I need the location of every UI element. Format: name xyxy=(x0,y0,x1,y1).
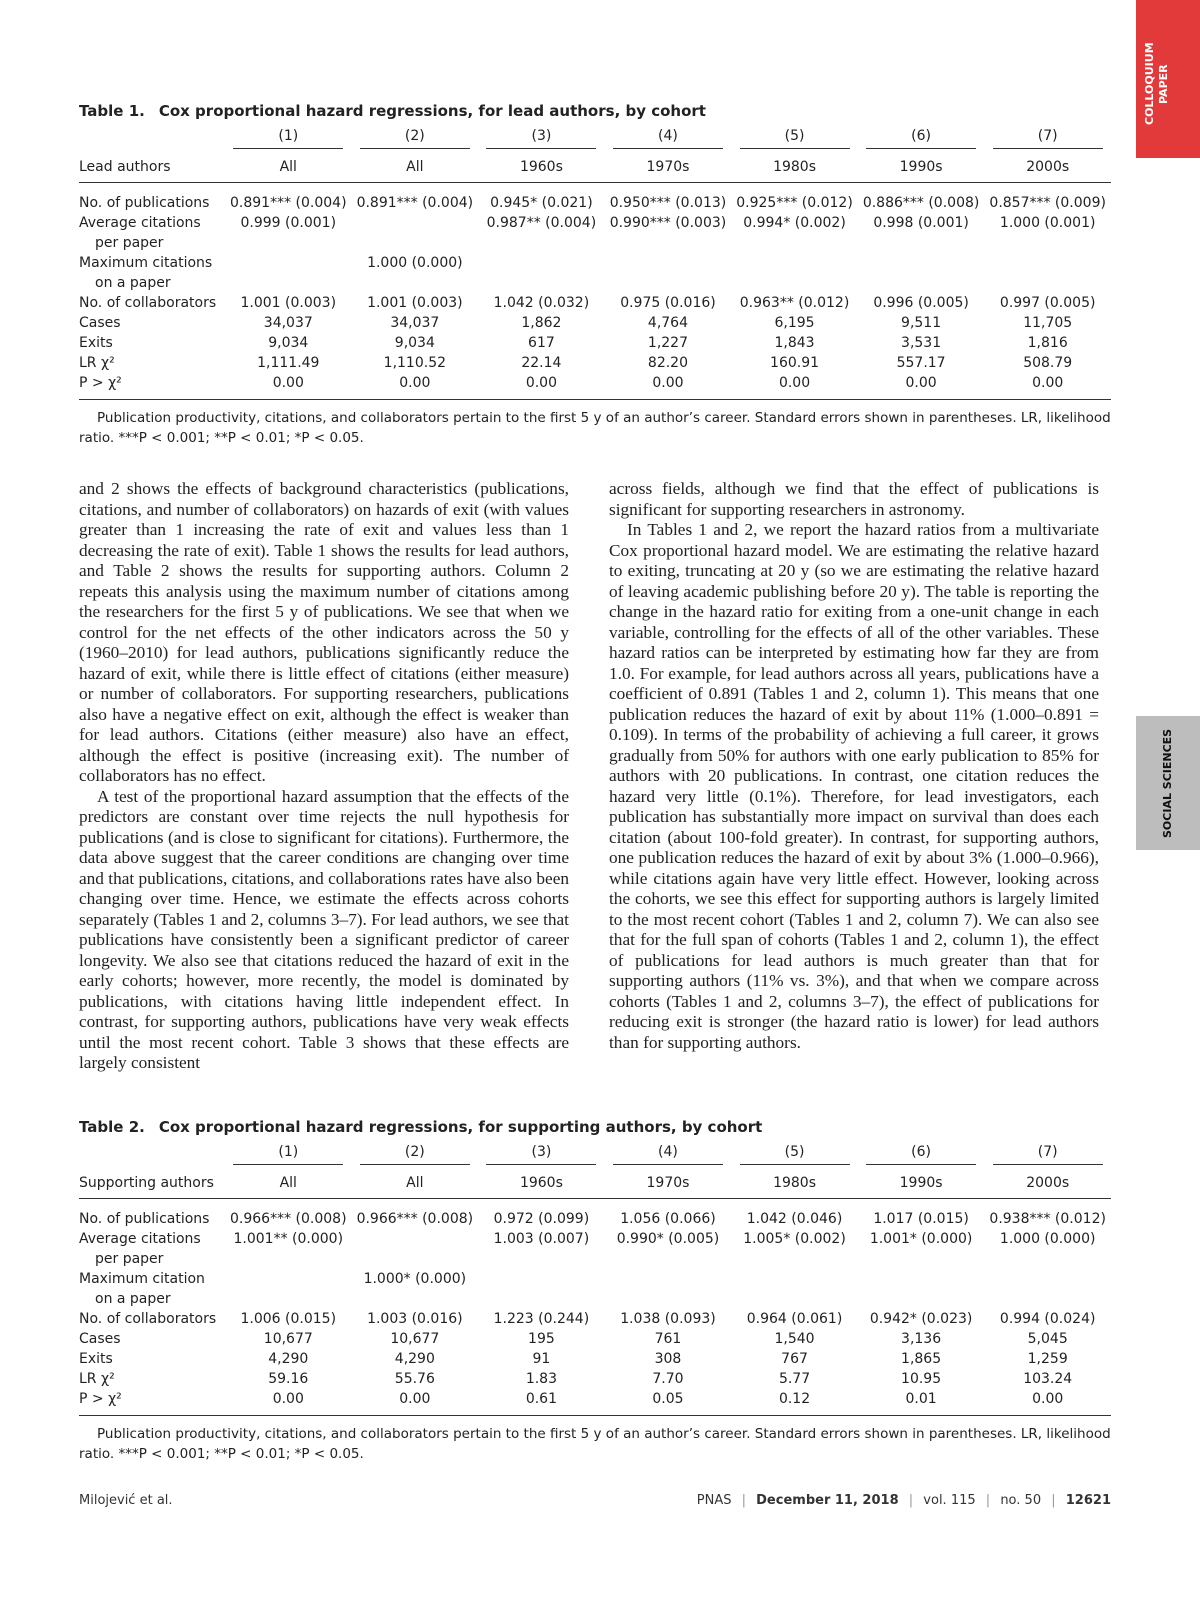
row-label: Exits xyxy=(79,1351,113,1367)
table-cell: 5.77 xyxy=(778,1371,811,1387)
row-label: Average citations xyxy=(79,215,201,231)
column-number xyxy=(605,128,732,152)
table-cell: 0.61 xyxy=(525,1391,557,1407)
table-cell: 9,034 xyxy=(394,335,435,351)
table-cell: 0.938*** (0.012) xyxy=(989,1211,1106,1227)
table-cell: 0.998 (0.001) xyxy=(873,215,969,231)
table-2-number: Table 2. xyxy=(79,1118,145,1136)
table-cell: 1.042 (0.046) xyxy=(746,1211,843,1227)
table-cell: 0.942* (0.023) xyxy=(869,1311,973,1327)
table-cell: 7.70 xyxy=(652,1371,684,1387)
table-cell: 0.12 xyxy=(778,1391,811,1407)
table-cell: 55.76 xyxy=(394,1371,435,1387)
column-number-text: (5) xyxy=(740,128,850,149)
table-cell xyxy=(225,233,352,253)
table-cell: 4,290 xyxy=(394,1351,435,1367)
table-cell: 1.83 xyxy=(525,1371,557,1387)
column-number xyxy=(352,128,479,152)
table-cell: 0.00 xyxy=(525,375,557,391)
table-cell xyxy=(605,1289,732,1309)
table-cell xyxy=(225,1289,352,1309)
colloquium-paper-tab xyxy=(1136,0,1200,158)
column-number xyxy=(478,1144,605,1168)
table-row xyxy=(79,1329,1111,1349)
row-label: Maximum citations xyxy=(79,255,213,271)
table-row xyxy=(79,333,1111,353)
table-cell: 10.95 xyxy=(901,1371,942,1387)
column-header: 1990s xyxy=(858,152,985,183)
table-cell xyxy=(478,1249,605,1269)
table-cell: 0.994* (0.002) xyxy=(743,215,846,231)
table-cell: 1.000* (0.000) xyxy=(363,1271,467,1287)
table-cell: 0.891*** (0.004) xyxy=(230,195,347,211)
table-cell: 1.000 (0.000) xyxy=(367,255,463,271)
table-cell xyxy=(858,273,985,293)
table-cell: 34,037 xyxy=(263,315,313,331)
column-number-text: (1) xyxy=(233,1144,343,1165)
corner-cell xyxy=(79,1144,225,1168)
table-cell: 0.964 (0.061) xyxy=(746,1311,843,1327)
table-row xyxy=(79,1389,1111,1409)
table-cell: 0.00 xyxy=(1032,1391,1064,1407)
column-number xyxy=(858,1144,985,1168)
column-header: 2000s xyxy=(984,1168,1111,1199)
column-number xyxy=(225,1144,352,1168)
row-label: Cases xyxy=(79,315,121,331)
table-cell: 0.857*** (0.009) xyxy=(989,195,1106,211)
table-cell: 103.24 xyxy=(1023,1371,1073,1387)
column-number-text: (5) xyxy=(740,1144,850,1165)
corner-cell xyxy=(79,128,225,152)
body-left-column xyxy=(79,479,569,1074)
table-2-footnote: Publication productivity, citations, and collaborators pertain to the first 5 y of an author’s career. Standard errors shown in parentheses. LR, likelihood ratio. ***P < 0.001; **P < 0.01; *P < 0.05. xyxy=(79,1426,1111,1462)
table-row xyxy=(79,313,1111,333)
table-cell: 0.966*** (0.008) xyxy=(356,1211,474,1227)
column-header: All xyxy=(352,1168,479,1199)
row-label: LR χ² xyxy=(79,355,115,371)
body-right-column xyxy=(609,479,1099,1053)
table-cell: 1,111.49 xyxy=(257,355,320,371)
table-cell: 1,843 xyxy=(774,335,815,351)
table-cell: 0.05 xyxy=(652,1391,684,1407)
column-number xyxy=(731,1144,858,1168)
table-cell: 10,677 xyxy=(263,1331,313,1347)
column-number xyxy=(225,128,352,152)
table-cell: 0.972 (0.099) xyxy=(493,1211,590,1227)
row-label: Maximum citation xyxy=(79,1271,205,1287)
table-cell: 1.042 (0.032) xyxy=(493,295,590,311)
table-cell: 0.963** (0.012) xyxy=(739,295,850,311)
table-row xyxy=(79,253,1111,273)
table-cell: 4,764 xyxy=(647,315,689,331)
group-label: Supporting authors xyxy=(79,1168,225,1199)
table-cell xyxy=(225,1249,352,1269)
table-cell xyxy=(984,253,1111,273)
table-cell: 557.17 xyxy=(896,355,946,371)
table-cell xyxy=(478,273,605,293)
table-cell: 6,195 xyxy=(774,315,815,331)
table-cell xyxy=(478,1269,605,1289)
table-2-caption xyxy=(79,1118,1111,1136)
table-cell: 0.966*** (0.008) xyxy=(230,1211,347,1227)
table-cell xyxy=(858,253,985,273)
table-cell: 160.91 xyxy=(770,355,820,371)
column-header: 1980s xyxy=(731,1168,858,1199)
table-cell xyxy=(858,1269,985,1289)
table-cell: 1.003 (0.016) xyxy=(367,1311,463,1327)
table-cell: 1.000 (0.001) xyxy=(999,215,1096,231)
row-label: P > χ² xyxy=(79,1391,122,1407)
table-row xyxy=(79,273,1111,293)
row-label: No. of collaborators xyxy=(79,295,217,311)
table-cell xyxy=(478,233,605,253)
table-1-title: Cox proportional hazard regressions, for lead authors, by cohort xyxy=(158,102,706,120)
table-1-number: Table 1. xyxy=(79,102,145,120)
table-cell: 10,677 xyxy=(390,1331,440,1347)
table-row xyxy=(79,1209,1111,1229)
column-number xyxy=(352,1144,479,1168)
row-label: per paper xyxy=(95,235,164,251)
footer-date: December 11, 2018 xyxy=(756,1493,899,1508)
table-1 xyxy=(79,102,1111,448)
table-cell xyxy=(731,1249,858,1269)
row-label: Exits xyxy=(79,335,113,351)
table-cell xyxy=(858,1289,985,1309)
table-cell: 0.01 xyxy=(905,1391,937,1407)
table-cell: 1.001* (0.000) xyxy=(869,1231,973,1247)
table-cell: 1.001 (0.003) xyxy=(367,295,463,311)
table-cell: 308 xyxy=(654,1351,682,1367)
column-header: 1970s xyxy=(605,152,732,183)
table-cell: 34,037 xyxy=(390,315,440,331)
table-cell xyxy=(858,233,985,253)
row-label: per paper xyxy=(95,1251,164,1267)
column-number-text: (6) xyxy=(866,1144,976,1165)
table-2-title: Cox proportional hazard regressions, for supporting authors, by cohort xyxy=(158,1118,763,1136)
table-cell: 1.000 (0.000) xyxy=(999,1231,1096,1247)
table-cell: 0.990*** (0.003) xyxy=(609,215,727,231)
table-cell xyxy=(984,233,1111,253)
table-row xyxy=(79,373,1111,393)
table-cell: 1.017 (0.015) xyxy=(873,1211,969,1227)
footer-volume: vol. 115 xyxy=(923,1493,976,1508)
table-cell xyxy=(605,253,732,273)
footer-page: 12621 xyxy=(1065,1493,1111,1508)
table-cell xyxy=(352,213,479,233)
table-row xyxy=(79,1289,1111,1309)
table-cell xyxy=(731,1269,858,1289)
column-number-row xyxy=(79,1144,1111,1168)
table-cell: 59.16 xyxy=(268,1371,309,1387)
column-number-text: (6) xyxy=(866,128,976,149)
column-number xyxy=(984,1144,1111,1168)
table-cell xyxy=(352,273,479,293)
table-cell xyxy=(352,1289,479,1309)
table-row xyxy=(79,1309,1111,1329)
table-cell: 11,705 xyxy=(1023,315,1073,331)
table-row xyxy=(79,1229,1111,1249)
column-header: All xyxy=(352,152,479,183)
table-cell: 22.14 xyxy=(521,355,562,371)
table-cell xyxy=(478,1289,605,1309)
table-cell xyxy=(605,1269,732,1289)
table-row xyxy=(79,193,1111,213)
table-cell: 1,259 xyxy=(1027,1351,1068,1367)
table-cell xyxy=(984,1289,1111,1309)
table-cell: 0.990* (0.005) xyxy=(616,1231,720,1247)
column-number-text: (7) xyxy=(993,128,1103,149)
table-cell: 0.00 xyxy=(272,1391,304,1407)
table-cell xyxy=(225,253,352,273)
table-cell xyxy=(731,253,858,273)
group-label: Lead authors xyxy=(79,152,225,183)
table-cell xyxy=(478,253,605,273)
table-cell: 0.00 xyxy=(778,375,811,391)
table-2-grid xyxy=(79,1144,1111,1416)
table-cell: 0.00 xyxy=(905,375,937,391)
table-cell: 0.975 (0.016) xyxy=(620,295,716,311)
column-number-text: (1) xyxy=(233,128,343,149)
table-cell: 1.005* (0.002) xyxy=(743,1231,846,1247)
column-number-text: (2) xyxy=(360,128,470,149)
footer-citation: PNAS | December 11, 2018 | vol. 115 | no. 50 | 12621 xyxy=(696,1493,1111,1508)
column-number-text: (7) xyxy=(993,1144,1103,1165)
row-label: on a paper xyxy=(95,1291,171,1307)
table-cell: 0.999 (0.001) xyxy=(240,215,337,231)
table-cell: 0.987** (0.004) xyxy=(486,215,597,231)
body-paragraph: and 2 shows the effects of background characteristics (publications, citations, and number of collaborators) on hazards of exit (with values greater than 1 increasing the rate of exit and values less than 1 decreasing the rate of exit). Table 1 shows the results for lead authors, and Table 2 shows the results for supporting authors. Column 2 repeats this analysis using the maximum number of citations among the researchers for the first 5 y of publications. We see that when we control for the net effects of the other indicators across the 50 y (1960–2010) for lead authors, publications significantly reduce the hazard of exit, while there is little effect of citations (either measure) or number of collaborators. For supporting researchers, publications also have a negative effect on exit, although the effect is weaker than for lead authors. Citations (either measure) also have an effect, although the effect is positive (increasing exit). The number of collaborators has no effect. xyxy=(79,479,569,785)
body-paragraph: A test of the proportional hazard assumption that the effects of the predictors are constant over time rejects the null hypothesis for publications (and is close to significant for citations). Furthermore, the data above suggest that the career conditions are changing over time and that publications, citations, and collaborations rates have also been changing over time. Hence, we estimate the effects across cohorts separately (Tables 1 and 2, columns 3–7). For lead authors, we see that publications have consistently been a significant predictor of career longevity. We also see that citations reduced the hazard of exit in the early cohorts; however, more recently, the model is dominated by publications, with citations having little independent effect. In contrast, for supporting authors, publications have very weak effects until the most recent cohort. Table 3 shows that these effects are largely consistent xyxy=(79,786,569,1072)
column-header: 1980s xyxy=(731,152,858,183)
table-cell xyxy=(352,1229,479,1249)
table-cell: 91 xyxy=(532,1351,551,1367)
body-paragraph: across fields, although we find that the effect of publications is significant for supporting researchers in astronomy. xyxy=(609,479,1099,519)
table-cell: 0.997 (0.005) xyxy=(999,295,1096,311)
table-cell: 0.00 xyxy=(652,375,684,391)
column-header-row xyxy=(79,1168,1111,1199)
table-cell: 767 xyxy=(781,1351,808,1367)
footer-authors: Milojević et al. xyxy=(79,1493,173,1508)
row-label: Cases xyxy=(79,1331,121,1347)
table-cell: 0.994 (0.024) xyxy=(999,1311,1096,1327)
table-cell: 3,531 xyxy=(901,335,942,351)
table-row xyxy=(79,353,1111,373)
column-number xyxy=(984,128,1111,152)
table-cell: 0.00 xyxy=(399,375,431,391)
table-cell: 0.891*** (0.004) xyxy=(356,195,474,211)
table-cell: 9,511 xyxy=(901,315,942,331)
table-cell: 1,110.52 xyxy=(383,355,447,371)
table-cell: 195 xyxy=(528,1331,555,1347)
table-cell: 1,540 xyxy=(774,1331,815,1347)
table-cell: 4,290 xyxy=(268,1351,309,1367)
row-label: No. of publications xyxy=(79,195,210,211)
social-sciences-tab xyxy=(1136,716,1200,850)
table-cell xyxy=(225,273,352,293)
table-row xyxy=(79,233,1111,253)
table-row xyxy=(79,1269,1111,1289)
table-cell: 5,045 xyxy=(1027,1331,1068,1347)
table-cell: 1.006 (0.015) xyxy=(240,1311,337,1327)
table-cell: 1.003 (0.007) xyxy=(493,1231,590,1247)
column-header: All xyxy=(225,152,352,183)
table-cell: 1.223 (0.244) xyxy=(493,1311,590,1327)
table-cell: 1,227 xyxy=(647,335,689,351)
column-header-row xyxy=(79,152,1111,183)
table-cell: 761 xyxy=(654,1331,682,1347)
table-1-footnote: Publication productivity, citations, and collaborators pertain to the first 5 y of an author’s career. Standard errors shown in parentheses. LR, likelihood ratio. ***P < 0.001; **P < 0.01; *P < 0.05. xyxy=(79,410,1111,446)
table-cell xyxy=(984,1269,1111,1289)
table-cell: 9,034 xyxy=(268,335,309,351)
table-row xyxy=(79,1349,1111,1369)
table-cell xyxy=(225,1269,352,1289)
table-cell xyxy=(352,1249,479,1269)
table-cell xyxy=(984,1249,1111,1269)
column-number xyxy=(605,1144,732,1168)
column-header: 1960s xyxy=(478,1168,605,1199)
row-label: LR χ² xyxy=(79,1371,115,1387)
table-2 xyxy=(79,1118,1111,1464)
column-number-text: (3) xyxy=(486,128,596,149)
table-cell: 0.00 xyxy=(399,1391,431,1407)
table-cell: 0.00 xyxy=(272,375,304,391)
table-cell: 82.20 xyxy=(647,355,689,371)
footer-issue: no. 50 xyxy=(1000,1493,1042,1508)
table-cell: 1.056 (0.066) xyxy=(620,1211,716,1227)
table-cell: 0.886*** (0.008) xyxy=(862,195,980,211)
table-cell: 1,865 xyxy=(901,1351,942,1367)
colloquium-paper-label: COLLOQUIUM PAPER xyxy=(1143,42,1170,126)
table-row xyxy=(79,293,1111,313)
table-cell xyxy=(605,233,732,253)
body-paragraph: In Tables 1 and 2, we report the hazard ratios from a multivariate Cox proportional hazard model. We are estimating the relative hazard to exiting, truncating at 20 y (so we are estimating the relative hazard of leaving academic publishing before 20 y). The table is reporting the change in the hazard ratio for exiting from a one-unit change in each variable, controlling for the effects of all of the other variables. These hazard ratios can be interpreted by estimating how far they are from 1.0. For example, for lead authors across all years, publications have a coefficient of 0.891 (Tables 1 and 2, column 1). This means that one publication reduces the hazard of exit by about 11% (1.000–0.891 = 0.109). In terms of the probability of achieving a full career, it grows gradually from 50% for authors with one early publication to 85% for authors with 20 publications. In contrast, one citation reduces the hazard very little (0.1%). Therefore, for lead investigators, each publication has substantially more impact on survival than does each citation (about 100-fold greater). In contrast, for supporting authors, one publication reduces the hazard of exit by about 3% (1.000–0.966), while citations again have very little effect. However, looking across the cohorts, we see this effect for supporting authors is largely limited to the most recent cohort (Tables 1 and 2, column 7). We can also see that for the full span of cohorts (Tables 1 and 2, column 1), the effect of publications for lead authors is much greater than that for supporting authors (11% vs. 3%), and that when we compare across cohorts (Tables 1 and 2, columns 3–7), the effect of publications for reducing exit is stronger (the hazard ratio is lower) for lead authors than for supporting authors. xyxy=(609,520,1099,1052)
column-number xyxy=(858,128,985,152)
column-header: 2000s xyxy=(984,152,1111,183)
table-cell: 1,816 xyxy=(1027,335,1068,351)
table-cell: 1.001** (0.000) xyxy=(233,1231,344,1247)
table-cell xyxy=(731,1289,858,1309)
table-cell xyxy=(605,1249,732,1269)
row-label: on a paper xyxy=(95,275,171,291)
table-cell xyxy=(352,233,479,253)
table-row xyxy=(79,1249,1111,1269)
social-sciences-label: SOCIAL SCIENCES xyxy=(1161,728,1174,838)
row-label: Average citations xyxy=(79,1231,201,1247)
table-cell: 0.950*** (0.013) xyxy=(609,195,727,211)
column-number xyxy=(478,128,605,152)
table-cell: 1.038 (0.093) xyxy=(620,1311,716,1327)
table-cell: 0.945* (0.021) xyxy=(490,195,593,211)
table-1-caption xyxy=(79,102,1111,120)
footer-journal: PNAS xyxy=(696,1493,732,1508)
table-cell: 617 xyxy=(528,335,555,351)
column-number-text: (3) xyxy=(486,1144,596,1165)
table-cell: 0.996 (0.005) xyxy=(873,295,969,311)
row-label: No. of publications xyxy=(79,1211,210,1227)
table-cell: 1,862 xyxy=(521,315,562,331)
table-cell: 0.00 xyxy=(1032,375,1064,391)
table-cell: 0.925*** (0.012) xyxy=(736,195,853,211)
column-number-row xyxy=(79,128,1111,152)
table-cell: 508.79 xyxy=(1023,355,1073,371)
table-1-grid xyxy=(79,128,1111,400)
table-cell xyxy=(731,233,858,253)
column-number-text: (2) xyxy=(360,1144,470,1165)
column-header: 1960s xyxy=(478,152,605,183)
table-cell xyxy=(984,273,1111,293)
table-cell: 3,136 xyxy=(901,1331,942,1347)
table-row xyxy=(79,213,1111,233)
table-cell xyxy=(605,273,732,293)
column-number-text: (4) xyxy=(613,128,723,149)
row-label: No. of collaborators xyxy=(79,1311,217,1327)
column-number xyxy=(731,128,858,152)
table-cell xyxy=(858,1249,985,1269)
column-number-text: (4) xyxy=(613,1144,723,1165)
table-cell: 1.001 (0.003) xyxy=(240,295,337,311)
row-label: P > χ² xyxy=(79,375,122,391)
table-row xyxy=(79,1369,1111,1389)
table-cell xyxy=(731,273,858,293)
column-header: All xyxy=(225,1168,352,1199)
column-header: 1970s xyxy=(605,1168,732,1199)
column-header: 1990s xyxy=(858,1168,985,1199)
